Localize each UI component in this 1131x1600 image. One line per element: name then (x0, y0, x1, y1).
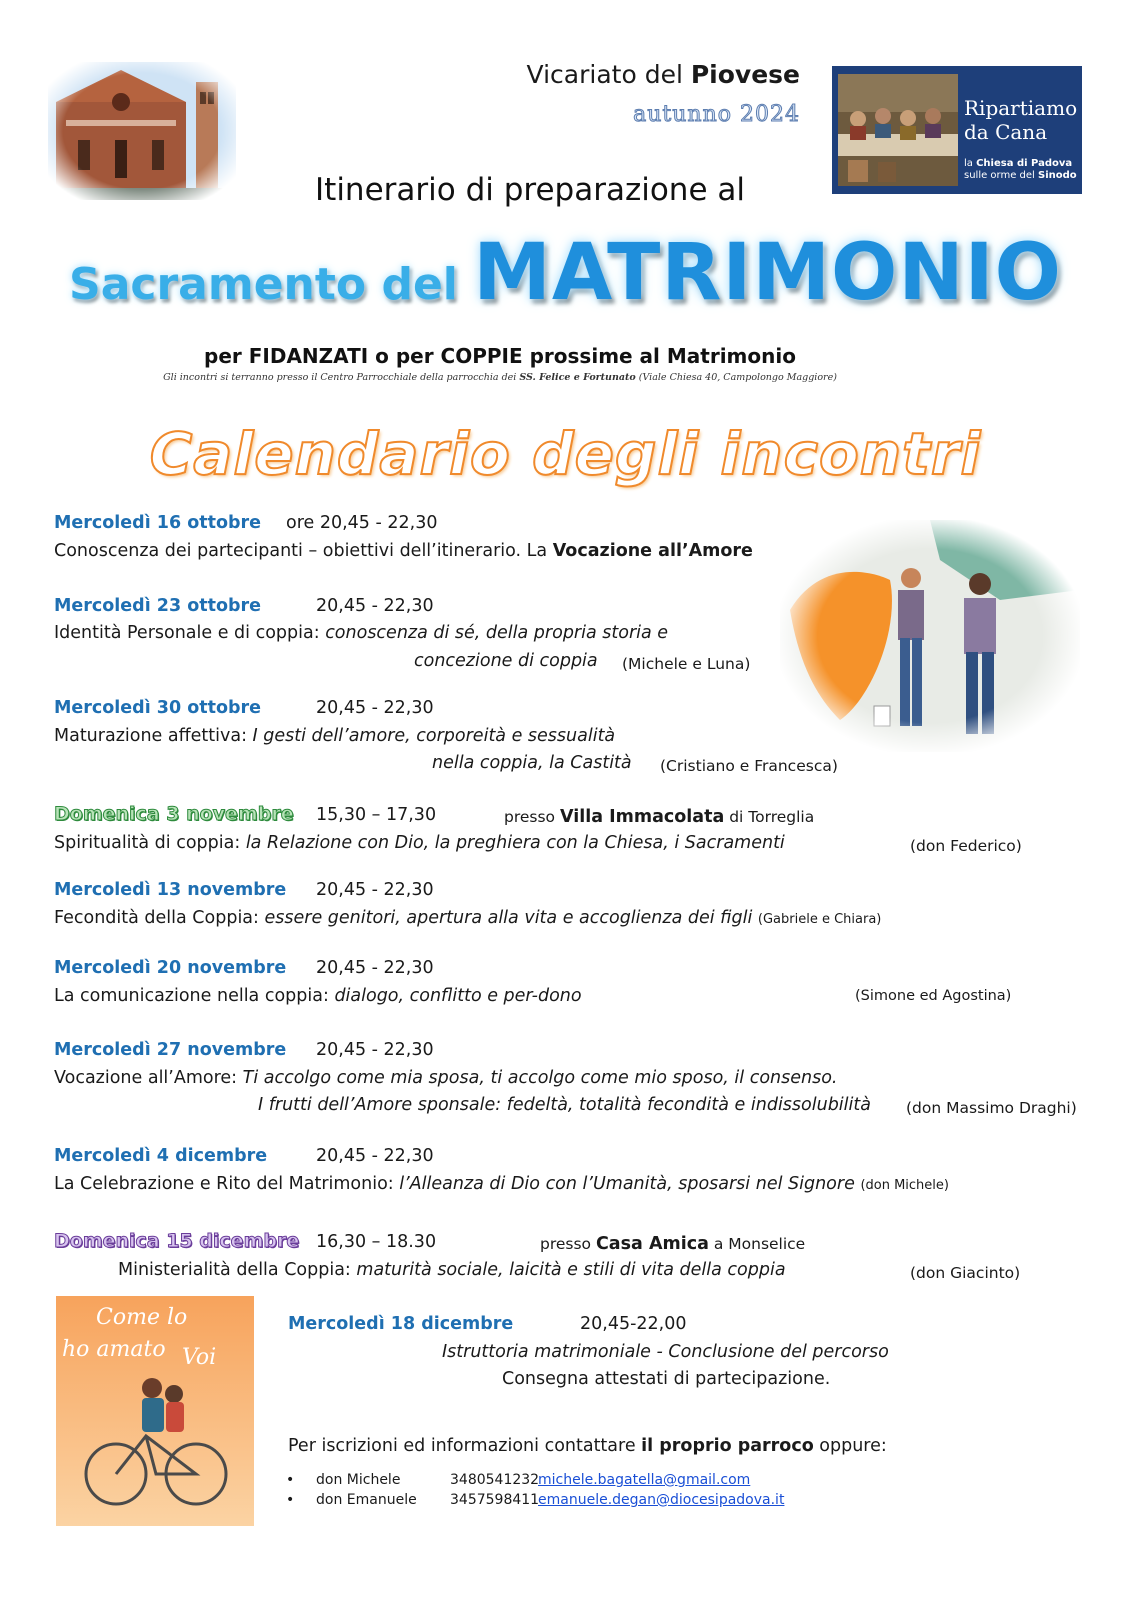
title-small: Sacramento del (69, 259, 474, 310)
event-speaker: (Cristiano e Francesca) (660, 757, 838, 775)
logo-line1: Ripartiamo (964, 96, 1078, 120)
couple-painting-photo (780, 520, 1080, 752)
event-time: 20,45 - 22,30 (316, 698, 434, 718)
event-date: Mercoledì 16 ottobre (54, 513, 262, 533)
event-date: Mercoledì 18 dicembre (288, 1314, 514, 1334)
event-speaker: (don Massimo Draghi) (906, 1099, 1077, 1117)
contact-item (286, 1492, 784, 1508)
illustration-text-2: ho amato (62, 1337, 166, 1362)
event-date: Mercoledì 30 ottobre (54, 698, 262, 718)
event-10-description: Istruttoria matrimoniale - Conclusione del percorso (442, 1342, 889, 1362)
event-10-description-cont: Consegna attestati di partecipazione. (502, 1369, 831, 1389)
event-time: 15,30 – 17,30 (316, 805, 437, 825)
contact-heading: Per iscrizioni ed informazioni contattare il proprio parroco oppure: (288, 1436, 887, 1456)
event-date: Mercoledì 13 novembre (54, 880, 287, 900)
bullet-icon: • (286, 1472, 295, 1488)
season-label: autunno 2024 (633, 102, 800, 127)
subtitle: per FIDANZATI o per COPPIE prossime al Matrimonio (204, 344, 796, 368)
contact-name: don Michele (316, 1472, 401, 1488)
event-speaker: (Michele e Luna) (622, 655, 751, 673)
location-note: Gli incontri si terranno presso il Centro Parrocchiale della parrocchia dei SS. Felice e Fortunato (Viale Chiesa 40, Campolongo Maggiore) (163, 372, 837, 383)
event-time: ore 20,45 - 22,30 (286, 513, 438, 533)
cana-painting (838, 74, 958, 186)
event-7-description-cont: I frutti dell’Amore sponsale: fedeltà, totalità fecondità e indissolubilità (258, 1095, 871, 1115)
itinerario-heading: Itinerario di preparazione al (315, 172, 745, 208)
bullet-icon: • (286, 1492, 295, 1508)
event-1-header (54, 513, 261, 533)
event-7-description: Vocazione all’Amore: Ti accolgo come mia sposa, ti accolgo come mio sposo, il consenso. (54, 1068, 838, 1088)
illustration-text-1: Come lo (96, 1305, 188, 1330)
title-large: MATRIMONIO (473, 228, 1062, 318)
event-date: Mercoledì 4 dicembre (54, 1146, 268, 1166)
event-speaker: (don Michele) (860, 1178, 949, 1193)
event-8-description: La Celebrazione e Rito del Matrimonio: l’Alleanza di Dio con l’Umanità, sposarsi nel Signore (don Michele) (54, 1174, 949, 1194)
event-time: 20,45-22,00 (580, 1314, 687, 1334)
event-speaker: (Simone ed Agostina) (855, 988, 1012, 1004)
event-time: 16,30 – 18.30 (316, 1232, 437, 1252)
contact-phone[interactable]: 3457598411 (450, 1492, 540, 1508)
logo-line2: da Cana (964, 120, 1048, 144)
event-time: 20,45 - 22,30 (316, 880, 434, 900)
event-place: presso Casa Amica a Monselice (540, 1234, 806, 1254)
event-5-description: Fecondità della Coppia: essere genitori, apertura alla vita e accoglienza dei figli (Gabriele e Chiara) (54, 908, 882, 928)
event-date: Mercoledì 20 novembre (54, 958, 287, 978)
contact-phone[interactable]: 3480541232 (450, 1472, 540, 1488)
event-3-description-cont: nella coppia, la Castità (432, 753, 632, 773)
event-2-description: Identità Personale e di coppia: conoscenza di sé, della propria storia e (54, 623, 669, 643)
event-6-description: La comunicazione nella coppia: dialogo, conflitto e per-dono (54, 986, 582, 1006)
event-date: Mercoledì 23 ottobre (54, 596, 262, 616)
cycling-couple-illustration (56, 1296, 254, 1526)
event-speaker: (Gabriele e Chiara) (757, 912, 882, 927)
event-2-description-cont: concezione di coppia (414, 651, 598, 671)
event-time: 20,45 - 22,30 (316, 1146, 434, 1166)
contact-email-link[interactable]: emanuele.degan@diocesipadova.it (538, 1492, 785, 1508)
event-time: 20,45 - 22,30 (316, 596, 434, 616)
illustration-text-3: Voi (182, 1345, 217, 1370)
event-speaker: (don Federico) (910, 837, 1022, 855)
main-title (0, 228, 1131, 318)
event-9-description: Ministerialità della Coppia: maturità sociale, laicità e stili di vita della coppia (118, 1260, 786, 1280)
contact-name: don Emanuele (316, 1492, 417, 1508)
event-place: presso Villa Immacolata di Torreglia (504, 807, 815, 827)
event-date: Mercoledì 27 novembre (54, 1040, 287, 1060)
contact-email-link[interactable]: michele.bagatella@gmail.com (538, 1472, 751, 1488)
ripartiamo-da-cana-logo: Ripartiamo da Cana la Chiesa di Padova sulle orme del Sinodo (832, 66, 1082, 194)
event-time: 20,45 - 22,30 (316, 1040, 434, 1060)
event-4-description: Spiritualità di coppia: la Relazione con Dio, la preghiera con la Chiesa, i Sacramenti (54, 833, 785, 853)
event-speaker: (don Giacinto) (910, 1264, 1021, 1282)
event-date: Domenica 15 dicembre (54, 1230, 300, 1252)
event-time: 20,45 - 22,30 (316, 958, 434, 978)
calendar-heading: Calendario degli incontri (149, 420, 982, 488)
event-1-description: Conoscenza dei partecipanti – obiettivi dell’itinerario. La Vocazione all’Amore (54, 541, 753, 561)
event-date: Domenica 3 novembre (54, 803, 294, 825)
vicariato-label: Vicariato del Piovese (526, 60, 800, 89)
event-3-description: Maturazione affettiva: I gesti dell’amore, corporeità e sessualità (54, 726, 616, 746)
contact-item (286, 1472, 750, 1488)
